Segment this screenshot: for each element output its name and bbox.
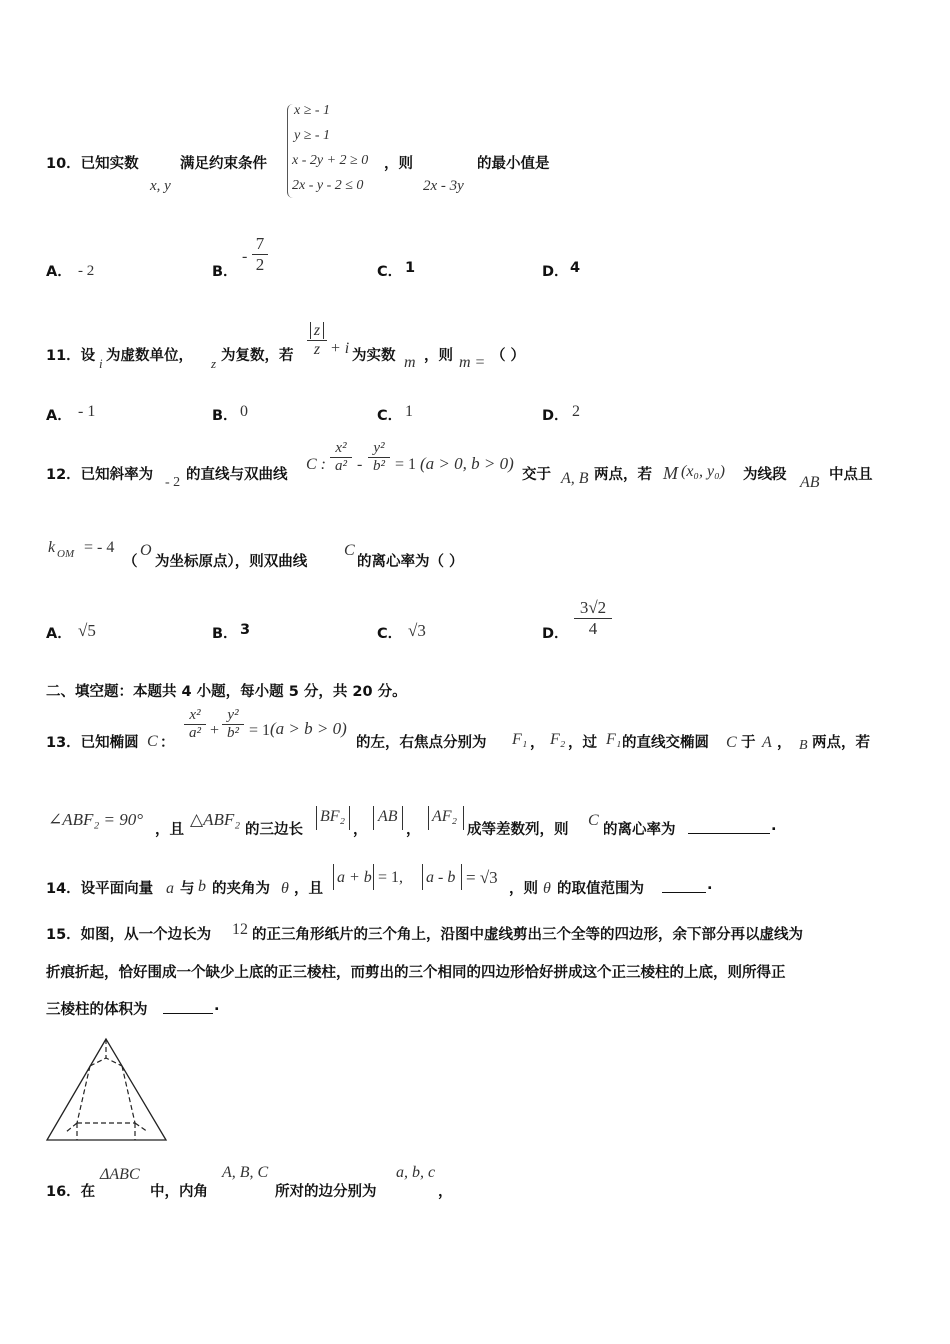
q14-text-4: ，则	[509, 881, 538, 897]
q15-cut-left-corner	[66, 1123, 77, 1132]
q14-sum-value: = 1,	[378, 869, 404, 886]
q11-z: z	[211, 356, 217, 371]
q11-abs-z: z	[310, 322, 324, 339]
q13-C-3: C	[588, 812, 599, 829]
q12-option-d-numerator: 3√2	[579, 598, 607, 617]
q12-M-coord: (x₀, y₀)	[681, 463, 725, 480]
q13-text-1: 的左，右焦点分别为	[356, 735, 487, 751]
q11-option-b-label: B．	[212, 408, 238, 424]
q16-triangle: ΔABC	[100, 1166, 140, 1183]
q12-number: 12．已知斜率为	[46, 467, 154, 483]
q14-b: b	[198, 878, 206, 895]
q10-constraint-1: x ≥ - 1	[294, 103, 331, 118]
q12-option-d-denominator: 4	[574, 618, 612, 639]
q10-number: 10．已知实数	[46, 156, 139, 172]
q13-comma: ，	[530, 735, 545, 751]
q11-option-d-value: 2	[572, 403, 580, 420]
q13-x2: x²	[189, 707, 201, 723]
q12-b2: b²	[368, 457, 390, 475]
q12-C: C :	[306, 456, 326, 473]
q14-abs-bar	[333, 864, 334, 890]
q10-text-3: 的最小值是	[477, 156, 550, 172]
q12-C-2: C	[344, 542, 355, 559]
q15-outer-triangle	[47, 1039, 166, 1140]
q16-text-2: 所对的边分别为	[275, 1184, 377, 1200]
q13-C: C	[147, 733, 158, 750]
q11-number: 11．设	[46, 348, 96, 364]
q13-angle: ∠ABF₂ = 90°	[48, 810, 144, 829]
q15-cut-right-corner	[135, 1123, 148, 1132]
q14-text-1: 与	[180, 881, 195, 897]
q12-text-5: 中点且	[829, 467, 873, 483]
q13-y2: y²	[227, 707, 239, 723]
q11-fraction	[307, 322, 327, 359]
q13-answer-blank[interactable]	[688, 818, 770, 834]
q13-B: B	[799, 738, 808, 753]
q13-b2: b²	[222, 724, 244, 742]
q14-number: 14．设平面向量	[46, 881, 154, 897]
q12-a2: a²	[330, 457, 352, 475]
q11-text-4: ，则	[424, 348, 453, 364]
q14-abs-bar	[422, 864, 423, 890]
q15-cut-right-side	[122, 1066, 135, 1123]
q13-A: A	[762, 734, 772, 751]
q10-text-2: ，则	[384, 156, 413, 172]
q12-option-b-label: B．	[212, 626, 238, 642]
q15-side-length: 12	[232, 921, 248, 938]
q14-text-2: 的夹角为	[212, 881, 270, 897]
q11-text-3: 为实数	[352, 348, 396, 364]
q13-text-5: 两点，若	[812, 735, 870, 751]
section-2-heading: 二、填空题：本题共 4 小题，每小题 5 分，共 20 分。	[46, 684, 407, 700]
q11-option-b-value: 0	[240, 403, 248, 420]
q12-option-c-label: C．	[377, 626, 403, 642]
q13-a2: a²	[184, 724, 206, 742]
q13-number: 13．已知椭圆	[46, 735, 139, 751]
q14-a: a	[166, 880, 174, 897]
q12-eq: = 1	[395, 456, 417, 473]
q12-option-c-value: √3	[408, 621, 426, 640]
q10-option-b-fraction	[252, 234, 268, 275]
q13-triangle: △ABF₂	[190, 810, 241, 829]
q11-option-c-value: 1	[405, 403, 413, 420]
q12-O: O	[140, 542, 152, 559]
q16-angles: A, B, C	[222, 1164, 269, 1181]
q14-diff: a - b	[426, 869, 456, 886]
q12-x2: x²	[335, 440, 347, 456]
q15-line2: 折痕折起，恰好围成一个缺少上底的正三棱柱，而剪出的三个相同的四边形恰好拼成这个正三棱柱的上底，则所得正	[46, 965, 786, 981]
q12-M: M	[663, 463, 678, 483]
q11-option-a-value: - 1	[78, 403, 96, 420]
q10-option-b-label: B．	[212, 264, 238, 280]
q12-option-a-label: A．	[46, 626, 72, 642]
q10-option-d-label: D．	[542, 264, 569, 280]
q12-AB: A, B	[561, 470, 589, 487]
q15-line1-b: 的正三角形纸片的三个角上，沿图中虚线剪出三个全等的四边形，余下部分再以虚线为	[252, 927, 803, 943]
q11-text-2: 为复数，若	[221, 348, 294, 364]
q12-text-4: 为线段	[743, 467, 787, 483]
q13-text-9: 的离心率为	[603, 822, 676, 838]
q12-k: k	[48, 539, 56, 556]
q16-sides: a, b, c	[396, 1164, 436, 1181]
q13-eq: = 1	[249, 722, 271, 739]
q12-text-7: 的离心率为（ ）	[357, 554, 464, 570]
q11-m-eq: m =	[459, 354, 486, 371]
q13-plus: +	[210, 722, 220, 739]
q12-AB-2: AB	[800, 474, 820, 491]
q12-text-3: 两点，若	[594, 467, 652, 483]
q10-expression: 2x - 3y	[423, 178, 464, 194]
q10-text-1: 满足约束条件	[180, 156, 267, 172]
q13-text-7: 的三边长	[245, 822, 303, 838]
q14-abs-bar	[461, 864, 462, 890]
q15-triangle-figure	[44, 1036, 170, 1144]
q13-AB: AB	[378, 808, 398, 825]
q12-option-d-fraction	[574, 598, 612, 639]
q14-text-5: 的取值范围为	[557, 881, 644, 897]
q12-text-6: 为坐标原点），则双曲线	[155, 554, 308, 570]
q14-answer-blank[interactable]	[662, 877, 706, 893]
q15-line3: 三棱柱的体积为	[46, 1002, 148, 1018]
q13-comma-4: ，	[406, 822, 421, 838]
q11-i: i	[99, 356, 103, 371]
q13-F1-b: F₁	[606, 731, 622, 748]
q12-frac-y	[368, 440, 390, 475]
q14-abs-bar	[373, 864, 374, 890]
q12-text-2: 交于	[522, 467, 551, 483]
q11-text-1: 为虚数单位，	[106, 348, 193, 364]
q14-theta-2: θ	[543, 880, 551, 897]
q10-option-a-label: A．	[46, 264, 72, 280]
q13-comma-3: ，	[353, 822, 368, 838]
q13-cond: (a > b > 0)	[270, 719, 347, 738]
q13-abs-bar	[428, 806, 429, 830]
q12-text-1: 的直线与双曲线	[186, 467, 288, 483]
q14-period: .	[707, 877, 713, 893]
q13-abs-bar	[349, 806, 350, 830]
q16-number: 16．在	[46, 1184, 96, 1200]
q10-constraint-3: x - 2y + 2 ≥ 0	[292, 153, 369, 168]
q13-text-3: 的直线交椭圆	[622, 735, 709, 751]
q12-y2: y²	[373, 440, 385, 456]
q13-colon: ：	[160, 735, 175, 751]
q11-option-a-label: A．	[46, 408, 72, 424]
q11-m: m	[404, 354, 416, 371]
q16-text-1: 中，内角	[150, 1184, 208, 1200]
q10-option-b-denominator: 2	[252, 254, 268, 275]
q12-slope: - 2	[165, 475, 181, 490]
q13-F2: F₂	[550, 731, 566, 748]
q13-AF2: AF₂	[432, 808, 458, 825]
q10-option-a-value: - 2	[78, 263, 95, 279]
q13-text-2: ，过	[568, 735, 597, 751]
q13-comma-2: ，	[777, 735, 792, 751]
q11-option-d-label: D．	[542, 408, 569, 424]
q10-option-c-value: 1	[405, 260, 416, 276]
q13-text-4: 于	[741, 735, 756, 751]
q13-abs-bar	[402, 806, 403, 830]
q11-frac-denominator: z	[307, 340, 327, 359]
q10-option-c-label: C．	[377, 264, 403, 280]
q13-BF2: BF₂	[320, 808, 346, 825]
q14-diff-value: = √3	[466, 868, 498, 887]
q13-F1: F₁	[512, 731, 528, 748]
q12-k-value: = - 4	[84, 539, 115, 556]
q12-frac-x	[330, 440, 352, 475]
q10-option-b-sign: -	[242, 248, 248, 265]
q14-sum: a + b	[337, 869, 372, 886]
q15-period: .	[214, 998, 220, 1014]
q16-text-3: ，	[438, 1184, 453, 1200]
q12-cond: (a > 0, b > 0)	[420, 454, 514, 473]
q10-vars: x, y	[150, 178, 171, 194]
q12-paren-open: （	[123, 554, 138, 570]
q13-frac-y	[222, 707, 244, 742]
q12-minus: -	[357, 456, 363, 473]
q12-option-a-value: √5	[78, 621, 96, 640]
q11-paren: （ ）	[491, 348, 526, 364]
q12-option-b-value: 3	[240, 622, 251, 638]
q13-abs-bar	[316, 806, 317, 830]
q13-abs-bar	[463, 806, 464, 830]
q13-C-2: C	[726, 734, 737, 751]
q14-theta: θ	[281, 880, 289, 897]
q13-period: .	[771, 818, 777, 834]
q10-option-d-value: 4	[570, 260, 581, 276]
q13-text-6: ，且	[155, 822, 184, 838]
q11-frac-numerator	[307, 322, 327, 340]
q14-text-3: ，且	[294, 881, 323, 897]
q13-abs-bar	[373, 806, 374, 830]
q12-option-d-label: D．	[542, 626, 569, 642]
q13-text-8: 成等差数列，则	[467, 822, 569, 838]
q10-option-b-numerator: 7	[255, 234, 265, 253]
q10-constraint-4: 2x - y - 2 ≤ 0	[292, 178, 364, 193]
q11-plus-i: + i	[330, 340, 350, 357]
q15-cut-left-side	[77, 1066, 90, 1123]
q15-line1-a: 15．如图，从一个边长为	[46, 927, 212, 943]
q10-constraint-2: y ≥ - 1	[294, 128, 331, 143]
q13-frac-x	[184, 707, 206, 742]
q15-answer-blank[interactable]	[163, 998, 213, 1014]
q11-option-c-label: C．	[377, 408, 403, 424]
q12-k-sub: OM	[57, 548, 75, 560]
